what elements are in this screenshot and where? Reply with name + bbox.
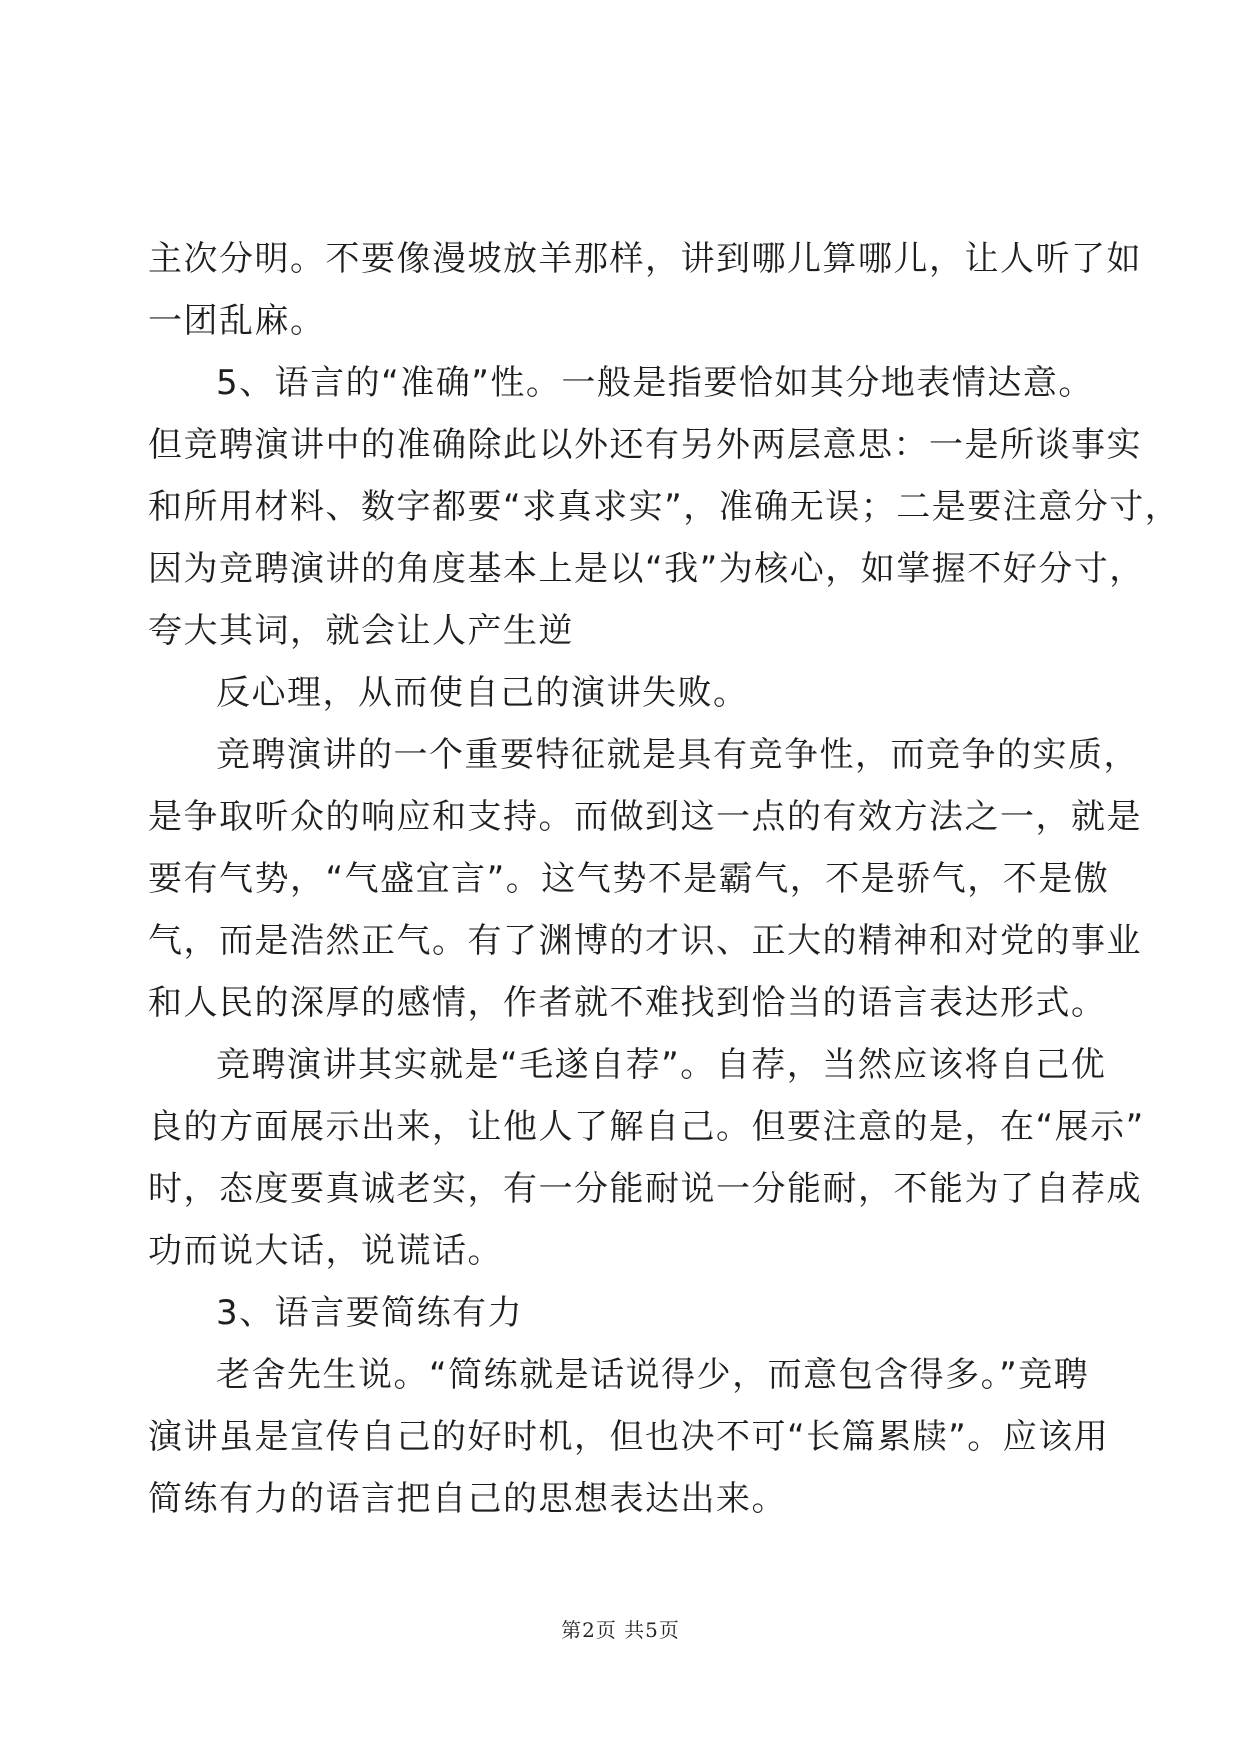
text-line: 夸大其词，就会让人产生逆	[148, 611, 574, 651]
text-line: 反心理，从而使自己的演讲失败。	[216, 673, 749, 713]
text-line: 竞聘演讲的一个重要特征就是具有竞争性，而竞争的实质，	[216, 735, 1139, 775]
text-line: 但竞聘演讲中的准确除此以外还有另外两层意思：一是所谈事实	[148, 425, 1142, 465]
document-body	[148, 228, 1181, 1530]
text-line: 功而说大话，说谎话。	[148, 1231, 503, 1271]
text-line: 是争取听众的响应和支持。而做到这一点的有效方法之一，就是	[148, 797, 1142, 837]
text-line: 时，态度要真诚老实，有一分能耐说一分能耐，不能为了自荐成	[148, 1169, 1142, 1209]
text-line: 气，而是浩然正气。有了渊博的才识、正大的精神和对党的事业	[148, 921, 1142, 961]
text-line: 一团乱麻。	[148, 301, 326, 341]
section-heading: 3、语言要简练有力	[216, 1293, 524, 1333]
text-line: 演讲虽是宣传自己的好时机，但也决不可“长篇累牍”。应该用	[148, 1417, 1110, 1457]
text-line: 要有气势，“气盛宜言”。这气势不是霸气，不是骄气，不是傲	[148, 859, 1110, 899]
text-line: 简练有力的语言把自己的思想表达出来。	[148, 1479, 787, 1519]
text-line: 竞聘演讲其实就是“毛遂自荐”。自荐，当然应该将自己优	[216, 1045, 1107, 1085]
text-line: 5、语言的“准确”性。一般是指要恰如其分地表情达意。	[216, 363, 1094, 403]
text-line: 和所用材料、数字都要“求真求实”，准确无误；二是要注意分寸，	[148, 487, 1181, 527]
text-line: 主次分明。不要像漫坡放羊那样，讲到哪儿算哪儿，让人听了如	[148, 239, 1142, 279]
text-line: 良的方面展示出来，让他人了解自己。但要注意的是，在“展示”	[148, 1107, 1145, 1147]
page-number-footer: 第2页 共5页	[561, 1618, 680, 1642]
text-line: 和人民的深厚的感情，作者就不难找到恰当的语言表达形式。	[148, 983, 1107, 1023]
text-line: 老舍先生说。“简练就是话说得少，而意包含得多。”竞聘	[216, 1355, 1090, 1395]
text-line: 因为竞聘演讲的角度基本上是以“我”为核心，如掌握不好分寸，	[148, 549, 1145, 589]
